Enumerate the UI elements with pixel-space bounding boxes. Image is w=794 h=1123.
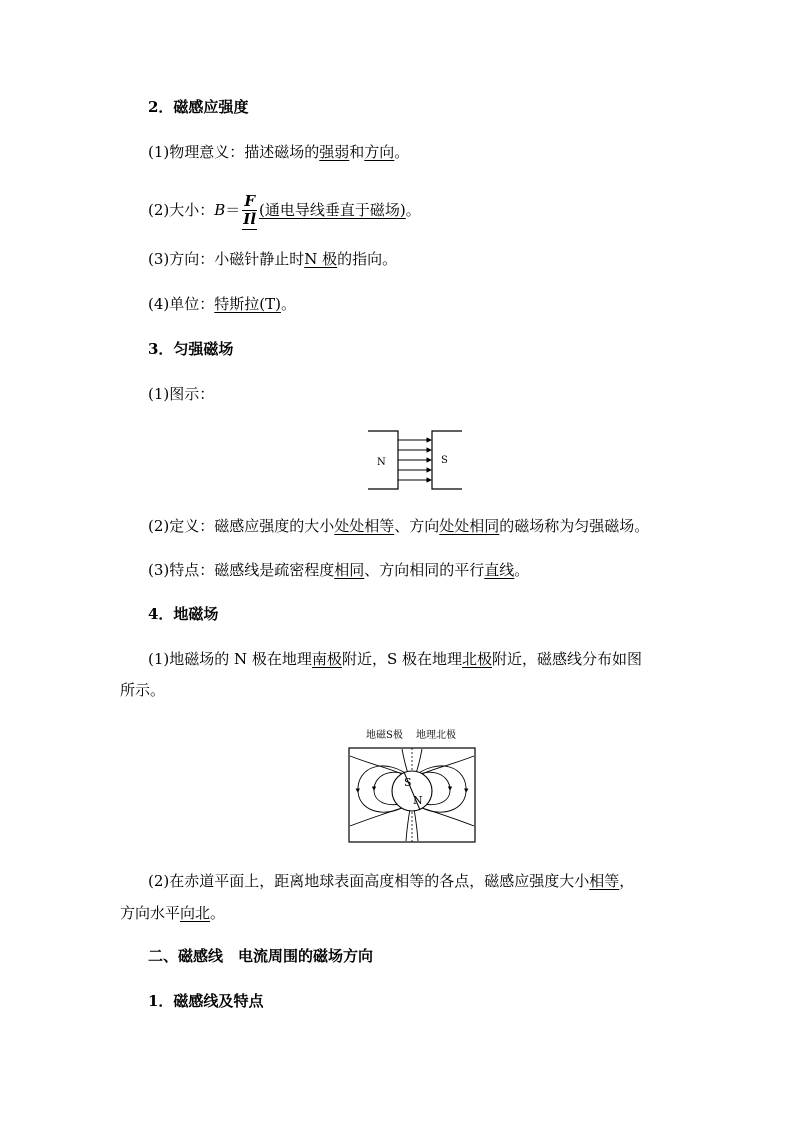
underlined-answer: 直线 <box>484 561 515 579</box>
field-line <box>350 756 406 776</box>
section-title-uniform-field: 3．匀强磁场 <box>148 340 234 358</box>
paragraph-definition <box>148 515 649 537</box>
text: 方向水平 <box>120 904 181 922</box>
text: 附近，磁感线分布如图 <box>492 650 643 668</box>
paragraph-continuation: 所示。 <box>120 681 166 699</box>
formula-fraction <box>242 193 257 230</box>
paragraph-physical-meaning <box>148 141 409 163</box>
formula-lhs: B <box>214 201 226 219</box>
underlined-answer: 相同 <box>334 561 365 579</box>
text: (1)地磁场的 N 极在地理 <box>148 650 312 668</box>
text: 。 <box>514 561 530 579</box>
text: 、方向 <box>394 517 440 535</box>
earth-n-label: N <box>413 794 423 807</box>
subsection-title-field-lines: 1．磁感线及特点 <box>148 992 264 1010</box>
underlined-answer: 特斯拉(T) <box>214 295 281 313</box>
underlined-answer: 处处相等 <box>334 517 395 535</box>
paragraph-magnitude-formula <box>148 190 421 230</box>
underlined-answer: 南极 <box>311 650 342 668</box>
underlined-answer: 强弱 <box>319 143 350 161</box>
underlined-answer: N 极 <box>304 250 338 268</box>
paragraph-figure-label: (1)图示： <box>148 385 215 403</box>
text: (2)定义：磁感应强度的大小 <box>148 517 335 535</box>
underlined-answer: 处处相同 <box>439 517 500 535</box>
formula-equals: ＝ <box>225 201 241 219</box>
text: 的磁场称为匀强磁场。 <box>499 517 650 535</box>
text: (3)方向：小磁针静止时 <box>148 250 305 268</box>
part-title-magnetic-field-lines: 二、磁感线 电流周围的磁场方向 <box>148 947 374 965</box>
paragraph-unit <box>148 293 296 315</box>
text: (4)单位： <box>148 295 215 313</box>
paragraph-equator <box>148 870 634 892</box>
text: 。 <box>394 143 410 161</box>
underlined-answer: 方向 <box>364 143 395 161</box>
label-geomagnetic-s-pole: 地磁S极 <box>366 730 403 741</box>
pole-n-label: N <box>377 457 386 468</box>
pole-s-label: S <box>441 455 448 466</box>
uniform-field-diagram <box>366 428 464 492</box>
fraction-numerator: F <box>242 193 257 211</box>
text: ， <box>619 872 635 890</box>
label-geographic-north-pole: 地理北极 <box>416 730 456 741</box>
text: 。 <box>210 904 226 922</box>
text: 附近，S 极在地理 <box>341 650 462 668</box>
underlined-answer: 相等 <box>589 872 620 890</box>
text: 。 <box>280 295 296 313</box>
section-title-magnetic-induction: 2．磁感应强度 <box>148 98 249 116</box>
field-line <box>418 756 474 776</box>
text: 和 <box>349 143 365 161</box>
text: (3)特点：磁感线是疏密程度 <box>148 561 335 579</box>
field-line <box>406 808 410 841</box>
field-line <box>414 808 418 841</box>
section-title-geomagnetic-field: 4．地磁场 <box>148 605 219 623</box>
text: 。 <box>405 201 421 219</box>
earth-s-label: S <box>404 776 412 789</box>
underlined-answer: 北极 <box>461 650 492 668</box>
paragraph-equator-continuation <box>120 902 225 924</box>
underlined-answer: 向北 <box>180 904 211 922</box>
text: 、方向相同的平行 <box>364 561 485 579</box>
paragraph-geomagnetic-poles <box>148 648 642 670</box>
text: (1)物理意义：描述磁场的 <box>148 143 320 161</box>
fraction-denominator: Il <box>243 209 257 228</box>
geomagnetic-field-diagram <box>346 726 478 846</box>
text: (2)在赤道平面上，距离地球表面高度相等的各点，磁感应强度大小 <box>148 872 590 890</box>
underlined-answer: (通电导线垂直于磁场) <box>259 201 406 219</box>
paragraph-direction <box>148 248 397 270</box>
field-line <box>350 806 408 826</box>
paragraph-features <box>148 559 529 581</box>
text: 的指向。 <box>337 250 398 268</box>
field-line <box>416 806 474 826</box>
text: (2)大小： <box>148 201 215 219</box>
